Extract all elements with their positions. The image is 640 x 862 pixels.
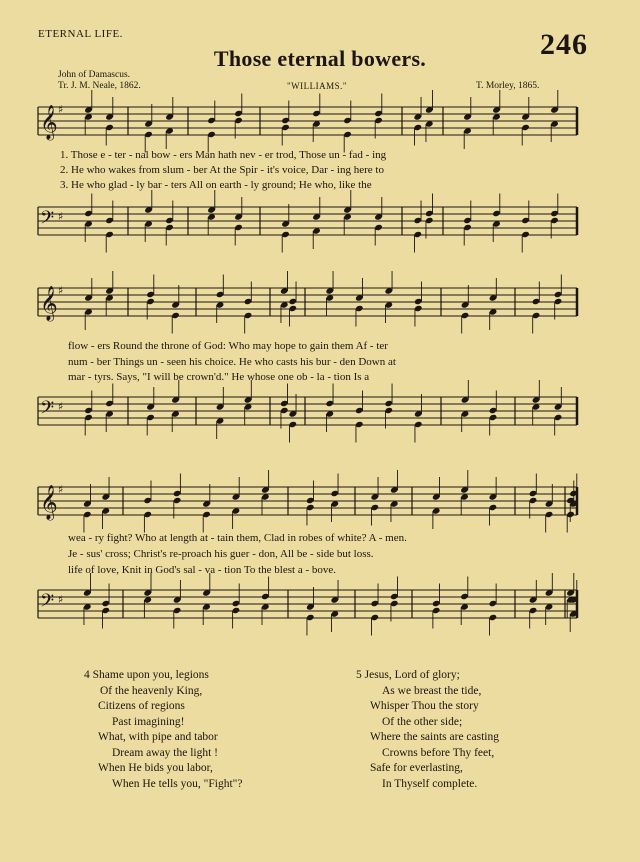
lyric-line-2-2: num - ber Things un - seen his choice. He who casts his bur - den Down at xyxy=(68,356,396,368)
stanza-5-line: Whisper Thou the story xyxy=(370,700,479,712)
stanza-4 xyxy=(84,668,242,792)
sharp-icon: ♯ xyxy=(58,400,64,413)
lyric-line-2-3: mar - tyrs. Says, "I will be crown'd." He whose one ob - la - tion Is a xyxy=(68,371,370,383)
stanza-5-line: 5 Jesus, Lord of glory; xyxy=(356,669,460,681)
lyric-line-1-3: 3. He who glad - ly bar - ters All on earth - ly ground; He who, like the xyxy=(60,179,372,191)
composer-credit: T. Morley, 1865. xyxy=(476,81,540,91)
author-credit: John of Damascus. xyxy=(58,70,131,80)
stanza-5-line: Where the saints are casting xyxy=(370,731,499,743)
lyric-line-3-3: life of love, Knit in God's sal - va - tion To the blest a - bove. xyxy=(68,564,337,576)
stanza-4-line: Citizens of regions xyxy=(98,700,185,712)
stanza-5-line: As we breast the tide, xyxy=(382,684,482,697)
lyric-line-3-1: wea - ry fight? Who at length at - tain them, Clad in robes of white? A - men. xyxy=(68,532,407,544)
sharp-icon: ♯ xyxy=(58,593,64,606)
sharp-icon: ♯ xyxy=(58,483,64,496)
stanza-4-line: When He bids you labor, xyxy=(98,762,213,774)
stanza-5-line: Safe for everlasting, xyxy=(370,762,463,774)
section-title: ETERNAL LIFE. xyxy=(38,28,123,40)
lyric-line-2-1: flow - ers Round the throne of God: Who may hope to gain them Af - ter xyxy=(68,340,388,352)
lyric-line-1-1: 1. Those e - ter - nal bow - ers Man hath nev - er trod, Those un - fad - ing xyxy=(60,149,387,161)
stanza-5-line: In Thyself complete. xyxy=(382,777,478,790)
stanza-4-line: When He tells you, "Fight"? xyxy=(112,777,243,790)
sharp-icon: ♯ xyxy=(58,210,64,223)
hymn-title: Those eternal bowers. xyxy=(213,46,427,71)
bass-clef-icon: 𝄢 xyxy=(40,591,55,616)
treble-clef-icon: 𝄞 xyxy=(40,286,58,321)
treble-clef-icon: 𝄞 xyxy=(40,105,58,140)
tune-name: "WILLIAMS." xyxy=(287,81,348,91)
hymn-number: 246 xyxy=(540,28,588,61)
bass-clef-icon: 𝄢 xyxy=(40,208,55,233)
stanza-5-line: Of the other side; xyxy=(382,715,463,728)
translator-credit: Tr. J. M. Neale, 1862. xyxy=(58,81,141,91)
sharp-icon: ♯ xyxy=(58,103,64,116)
stanza-4-line: What, with pipe and tabor xyxy=(98,731,218,743)
stanza-5 xyxy=(356,668,499,792)
stanza-4-line: Dream away the light ! xyxy=(112,746,219,759)
stanza-4-line: Past imagining! xyxy=(112,715,185,728)
stanza-4-line: Of the heavenly King, xyxy=(100,684,203,697)
lyric-line-3-2: Je - sus' cross; Christ's re-proach his guer - don, All be - side but loss. xyxy=(68,548,374,560)
stanza-4-line: 4 Shame upon you, legions xyxy=(84,669,209,681)
lyric-line-1-2: 2. He who wakes from slum - ber At the Spir - it's voice, Dar - ing here to xyxy=(60,164,384,176)
bass-clef-icon: 𝄢 xyxy=(40,398,55,423)
stanza-5-line: Crowns before Thy feet, xyxy=(382,746,495,759)
sharp-icon: ♯ xyxy=(58,284,64,297)
treble-clef-icon: 𝄞 xyxy=(40,485,58,520)
